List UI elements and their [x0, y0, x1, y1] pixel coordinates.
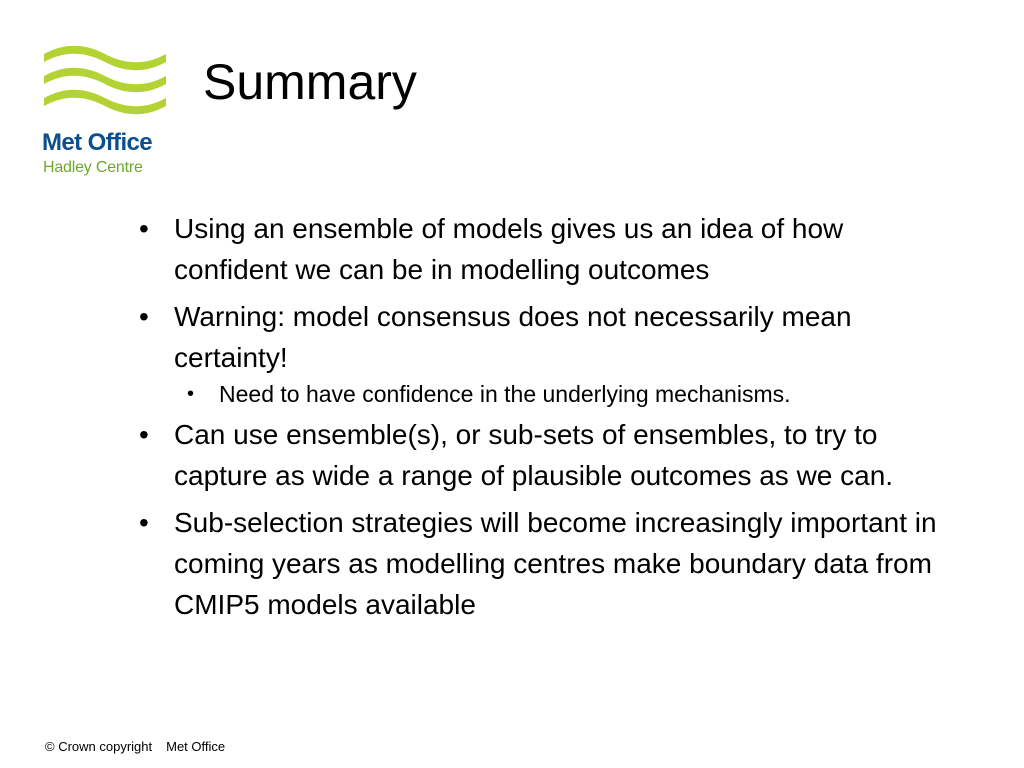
- bullet-item: [129, 296, 964, 408]
- slide-footer: [45, 739, 225, 755]
- bullet-marker: •: [139, 507, 149, 538]
- bullet-marker: •: [139, 213, 149, 244]
- bullet-text: Can use ensemble(s), or sub-sets of ensembles, to try to capture as wide a range of plausible outcomes as we can.: [174, 419, 894, 491]
- slide-title: Summary: [203, 54, 417, 110]
- bullet-marker: •: [139, 301, 149, 332]
- bullet-item: [129, 502, 964, 625]
- bullet-item: [129, 414, 964, 496]
- sub-bullet-marker: •: [187, 383, 195, 405]
- logo-subname: Hadley Centre: [43, 159, 143, 176]
- bullet-list: [129, 208, 964, 631]
- met-office-logo: [40, 46, 172, 182]
- bullet-item: [129, 208, 964, 290]
- sub-bullet-text: Need to have confidence in the underlying mechanisms.: [219, 381, 791, 407]
- bullet-text: Warning: model consensus does not necessarily mean certainty!: [174, 301, 852, 373]
- footer-copyright: © Crown copyright: [45, 739, 153, 754]
- met-office-waves-icon: [42, 46, 168, 122]
- sub-bullet-list: [174, 380, 964, 408]
- sub-bullet-item: [174, 380, 964, 408]
- logo-name: Met Office: [42, 129, 153, 156]
- bullet-text: Using an ensemble of models gives us an idea of how confident we can be in modelling outcomes: [174, 213, 844, 285]
- footer-org: Met Office: [166, 739, 226, 754]
- bullet-text: Sub-selection strategies will become increasingly important in coming years as modelling centres make boundary data from CMIP5 models available: [174, 507, 937, 620]
- bullet-marker: •: [139, 419, 149, 450]
